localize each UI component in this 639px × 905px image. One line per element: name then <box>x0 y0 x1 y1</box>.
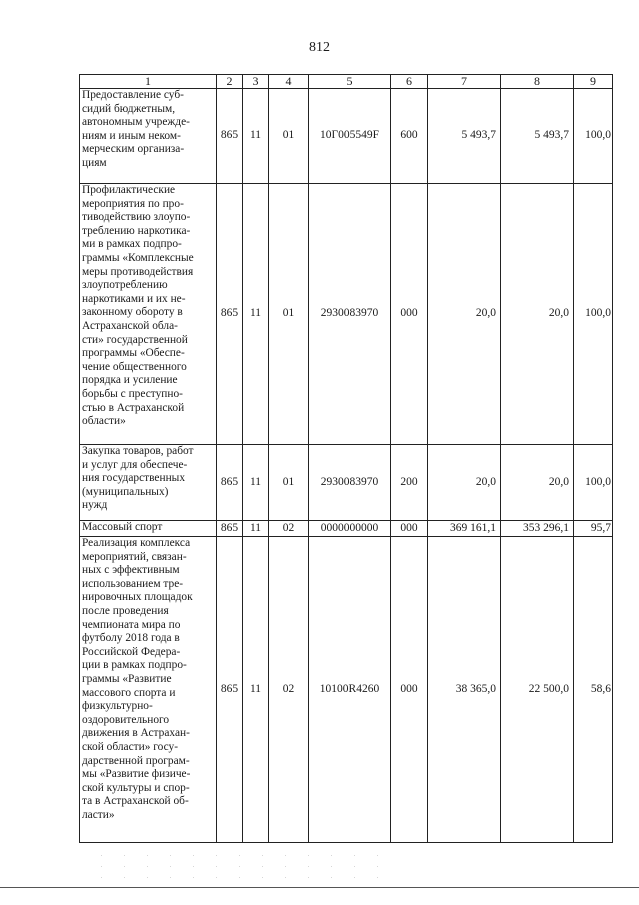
target-article-cell: 2930083970 <box>309 184 391 445</box>
code-cell: 865 <box>217 184 243 445</box>
expense-type-cell: 200 <box>391 445 428 521</box>
target-article-cell: 0000000000 <box>309 521 391 537</box>
percent-cell: 95,7 <box>574 521 613 537</box>
planned-amount-cell: 369 161,1 <box>428 521 501 537</box>
header-cell: 7 <box>428 75 501 89</box>
table-row <box>80 89 613 184</box>
section-cell: 11 <box>243 445 269 521</box>
header-cell: 9 <box>574 75 613 89</box>
actual-amount-cell: 5 493,7 <box>501 89 574 184</box>
planned-amount-cell: 5 493,7 <box>428 89 501 184</box>
scan-noise-decoration <box>90 850 390 880</box>
header-cell: 8 <box>501 75 574 89</box>
subsection-cell: 02 <box>269 537 309 843</box>
header-cell: 6 <box>391 75 428 89</box>
header-cell: 1 <box>80 75 217 89</box>
table-row <box>80 537 613 843</box>
code-cell: 865 <box>217 445 243 521</box>
section-cell: 11 <box>243 537 269 843</box>
row-name-cell: Реализация комплекса мероприятий, связан- ных с эффективным использованием тре- нировочных площадок после проведения чемпионата мира по футболу 2018 года в Российской Федера- ции в рамках подпро- граммы «Развитие массового спорта и физкультурно- оздоровительного движения в Астрахан- ской области» госу- дарственной програм- мы «Развитие физиче- ской культуры и спор- та в Астраханской об- ласти» <box>80 537 217 843</box>
section-cell: 11 <box>243 89 269 184</box>
target-article-cell: 10Г005549F <box>309 89 391 184</box>
code-cell: 865 <box>217 537 243 843</box>
planned-amount-cell: 20,0 <box>428 184 501 445</box>
header-cell: 2 <box>217 75 243 89</box>
expense-type-cell: 000 <box>391 184 428 445</box>
row-name-cell: Предоставление суб- сидий бюджетным, автономным учрежде- ниям и иным неком- мерческим организа- циям <box>80 89 217 184</box>
budget-table <box>79 74 613 843</box>
percent-cell: 100,0 <box>574 445 613 521</box>
header-cell: 4 <box>269 75 309 89</box>
planned-amount-cell: 38 365,0 <box>428 537 501 843</box>
expense-type-cell: 000 <box>391 521 428 537</box>
actual-amount-cell: 20,0 <box>501 445 574 521</box>
target-article-cell: 10100R4260 <box>309 537 391 843</box>
actual-amount-cell: 22 500,0 <box>501 537 574 843</box>
planned-amount-cell: 20,0 <box>428 445 501 521</box>
code-cell: 865 <box>217 89 243 184</box>
page-bottom-rule <box>0 887 639 888</box>
subsection-cell: 01 <box>269 184 309 445</box>
subsection-cell: 01 <box>269 89 309 184</box>
table-row <box>80 184 613 445</box>
section-cell: 11 <box>243 184 269 445</box>
code-cell: 865 <box>217 521 243 537</box>
actual-amount-cell: 20,0 <box>501 184 574 445</box>
row-name-cell: Закупка товаров, работ и услуг для обеспече- ния государственных (муниципальных) нужд <box>80 445 217 521</box>
expense-type-cell: 600 <box>391 89 428 184</box>
header-cell: 5 <box>309 75 391 89</box>
row-name-cell: Массовый спорт <box>80 521 217 537</box>
subsection-cell: 01 <box>269 445 309 521</box>
row-name-cell: Профилактические мероприятия по про- тиводействию злоупо- треблению наркотика- ми в рамках подпро- граммы «Комплексные меры противодействия злоупотреблению наркотиками и их не- законному обороту в Астраханской обла- сти» государственной программы «Обеспе- чение общественного порядка и усиление борьбы с преступно- стью в Астраханской области» <box>80 184 217 445</box>
percent-cell: 100,0 <box>574 89 613 184</box>
header-cell: 3 <box>243 75 269 89</box>
actual-amount-cell: 353 296,1 <box>501 521 574 537</box>
page-number: 812 <box>309 40 330 55</box>
subsection-cell: 02 <box>269 521 309 537</box>
expense-type-cell: 000 <box>391 537 428 843</box>
table-row <box>80 521 613 537</box>
table-row <box>80 445 613 521</box>
percent-cell: 100,0 <box>574 184 613 445</box>
target-article-cell: 2930083970 <box>309 445 391 521</box>
section-cell: 11 <box>243 521 269 537</box>
percent-cell: 58,6 <box>574 537 613 843</box>
table-header-row <box>80 75 613 89</box>
